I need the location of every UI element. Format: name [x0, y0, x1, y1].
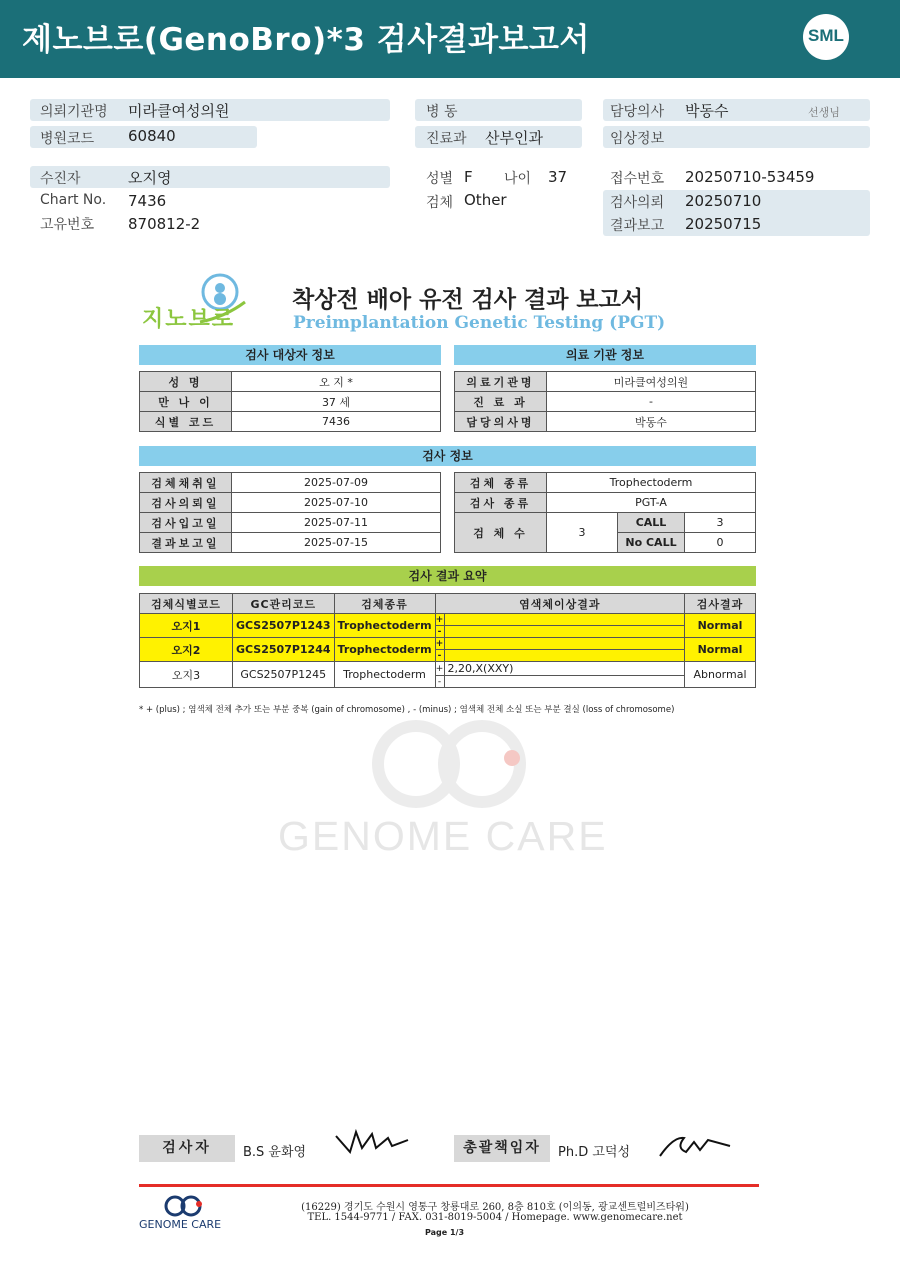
type-value: Trophectoderm: [547, 473, 756, 493]
row-plus: +: [435, 638, 444, 649]
row-result: Normal: [685, 638, 756, 662]
receipt-value: 20250710-53459: [685, 168, 815, 186]
genobro-logo: [140, 272, 250, 338]
doctor-label: 담당의사: [610, 104, 665, 120]
tester-name: B.S 윤화영: [243, 1145, 307, 1160]
subject-table: [139, 371, 441, 432]
request-value: 20250710: [685, 192, 762, 210]
row-minus: -: [435, 626, 444, 638]
medical-inst-label: 의료기관명: [455, 372, 547, 392]
chart-label: Chart No.: [40, 192, 107, 208]
nocall-value: 0: [685, 533, 756, 553]
medical-dept-label: 진 료 과: [455, 392, 547, 412]
call-label: CALL: [618, 513, 685, 533]
subject-code-label: 식별 코드: [140, 412, 232, 432]
kind-value: PGT-A: [547, 493, 756, 513]
director-name: Ph.D 고덕성: [558, 1145, 631, 1160]
subject-header: 검사 대상자 정보: [139, 345, 441, 365]
subject-age: 37 세: [232, 392, 441, 412]
row-type: Trophectoderm: [334, 662, 435, 688]
request-label: 검사의뢰: [610, 195, 665, 211]
collect-date: 2025-07-09: [232, 473, 441, 493]
receipt-label: 접수번호: [610, 171, 665, 187]
col-result: 검사결과: [685, 594, 756, 614]
call-value: 3: [685, 513, 756, 533]
summary-header: 검사 결과 요약: [139, 566, 756, 586]
age-label: 나이: [504, 171, 532, 187]
report-label: 결과보고: [610, 218, 665, 234]
watermark-text: GENOME CARE: [278, 813, 608, 859]
doctor-value: 박동수: [685, 102, 729, 120]
row-plus: +: [435, 663, 444, 674]
hospital-code-value: 60840: [128, 127, 176, 145]
report-date-label: 결과보고일: [140, 533, 232, 553]
clinical-label: 임상정보: [610, 131, 665, 147]
row-plus: +: [435, 614, 444, 625]
genome-care-logo-icon: [139, 1194, 229, 1218]
specimen-value: Other: [464, 191, 507, 209]
medical-inst: 미라클여성의원: [547, 372, 756, 392]
report-value: 20250715: [685, 215, 762, 233]
medical-table: [454, 371, 756, 432]
age-value: 37: [548, 168, 568, 186]
medical-dept: -: [547, 392, 756, 412]
collect-label: 검체채취일: [140, 473, 232, 493]
type-label: 검체 종류: [455, 473, 547, 493]
col-chromosome: 염색체이상결과: [435, 594, 684, 614]
subject-name-label: 성 명: [140, 372, 232, 392]
row-result: Abnormal: [685, 662, 756, 688]
watermark-logo: [370, 718, 530, 814]
examinee-value: 오지영: [128, 169, 172, 187]
tester-signature-icon: [332, 1126, 412, 1160]
institution-value: 미라클여성의원: [128, 102, 230, 120]
row-loss: [444, 626, 684, 638]
footer-company: GENOME CARE: [139, 1218, 222, 1231]
table-row: [140, 662, 756, 676]
test-specimen-table: [454, 472, 756, 553]
watermark-icon: [370, 718, 530, 810]
summary-table: [139, 593, 756, 688]
sml-logo: [803, 14, 849, 60]
report-date: 2025-07-15: [232, 533, 441, 553]
row-gain: [444, 614, 684, 626]
row-id: 오지2: [140, 638, 233, 662]
row-result: Normal: [685, 614, 756, 638]
examinee-label: 수진자: [40, 171, 81, 187]
test-header: 검사 정보: [139, 446, 756, 466]
medical-doctor-label: 담당의사명: [455, 412, 547, 432]
specimen-label: 검체: [426, 195, 454, 211]
tester-label: 검사자: [139, 1135, 235, 1162]
count-label: 검 체 수: [455, 513, 547, 553]
receive-label: 검사입고일: [140, 513, 232, 533]
page-number: Page 1/3: [425, 1228, 465, 1237]
subject-name: 오 지 *: [232, 372, 441, 392]
director-signature-icon: [654, 1128, 734, 1162]
medical-header: 의료 기관 정보: [454, 345, 756, 365]
genobro-logo-text: 지노브로: [142, 307, 236, 332]
examinee-row: [30, 166, 390, 188]
sex-value: F: [464, 168, 473, 186]
footnote: * + (plus) ; 염색체 전체 추가 또는 부분 중복 (gain of chromosome) , - (minus) ; 염색체 전체 소실 또는 부분 결실 (loss of chromosome): [139, 705, 675, 715]
row-loss: [444, 676, 684, 688]
table-row: [140, 614, 756, 626]
test-dates-table: [139, 472, 441, 553]
row-loss: [444, 650, 684, 662]
chart-value: 7436: [128, 192, 167, 210]
sex-label: 성별: [426, 171, 454, 187]
row-minus: -: [435, 650, 444, 662]
row-gain: [444, 638, 684, 650]
subject-code: 7436: [232, 412, 441, 432]
id-value: 870812-2: [128, 215, 201, 233]
col-id: 검체식별코드: [140, 594, 233, 614]
medical-doctor: 박동수: [547, 412, 756, 432]
doctor-suffix: 선생님: [808, 106, 840, 119]
col-gc: GC관리코드: [233, 594, 335, 614]
row-minus: -: [435, 676, 444, 688]
kind-label: 검사 종류: [455, 493, 547, 513]
request-date: 2025-07-10: [232, 493, 441, 513]
row-id: 오지3: [140, 662, 233, 688]
subject-age-label: 만 나 이: [140, 392, 232, 412]
footer-divider: [139, 1184, 759, 1187]
page-title: 제노브로(GenoBro)*3 검사결과보고서: [22, 22, 590, 58]
row-type: Trophectoderm: [334, 638, 435, 662]
hospital-code-label: 병원코드: [40, 131, 95, 147]
footer-logo: [139, 1194, 229, 1231]
report-title: 착상전 배아 유전 검사 결과 보고서: [292, 287, 644, 313]
table-row: [140, 638, 756, 650]
footer-contact: TEL. 1544-9771 / FAX. 031-8019-5004 / Homepage. www.genomecare.net: [307, 1212, 683, 1223]
dept-value: 산부인과: [485, 129, 543, 147]
ward-label: 병 동: [426, 104, 458, 120]
row-type: Trophectoderm: [334, 614, 435, 638]
row-gc: GCS2507P1245: [233, 662, 335, 688]
row-id: 오지1: [140, 614, 233, 638]
count-value: 3: [547, 513, 618, 553]
sml-logo-text: SML: [808, 26, 844, 45]
nocall-label: No CALL: [618, 533, 685, 553]
id-label: 고유번호: [40, 217, 95, 233]
row-gc: GCS2507P1243: [233, 614, 335, 638]
row-gc: GCS2507P1244: [233, 638, 335, 662]
director-label: 총괄책임자: [454, 1135, 550, 1162]
footer-address: (16229) 경기도 수원시 영통구 창룡대로 260, 8층 810호 (이의동, 광교센트럴비즈타워): [301, 1202, 689, 1213]
institution-label: 의뢰기관명: [40, 104, 108, 120]
row-gain: 2,20,X(XXY): [444, 662, 684, 676]
report-subtitle: Preimplantation Genetic Testing (PGT): [293, 313, 666, 333]
request-date-label: 검사의뢰일: [140, 493, 232, 513]
header-bar: [0, 0, 900, 78]
dept-label: 진료과: [426, 131, 467, 147]
col-type: 검체종류: [334, 594, 435, 614]
receive-date: 2025-07-11: [232, 513, 441, 533]
